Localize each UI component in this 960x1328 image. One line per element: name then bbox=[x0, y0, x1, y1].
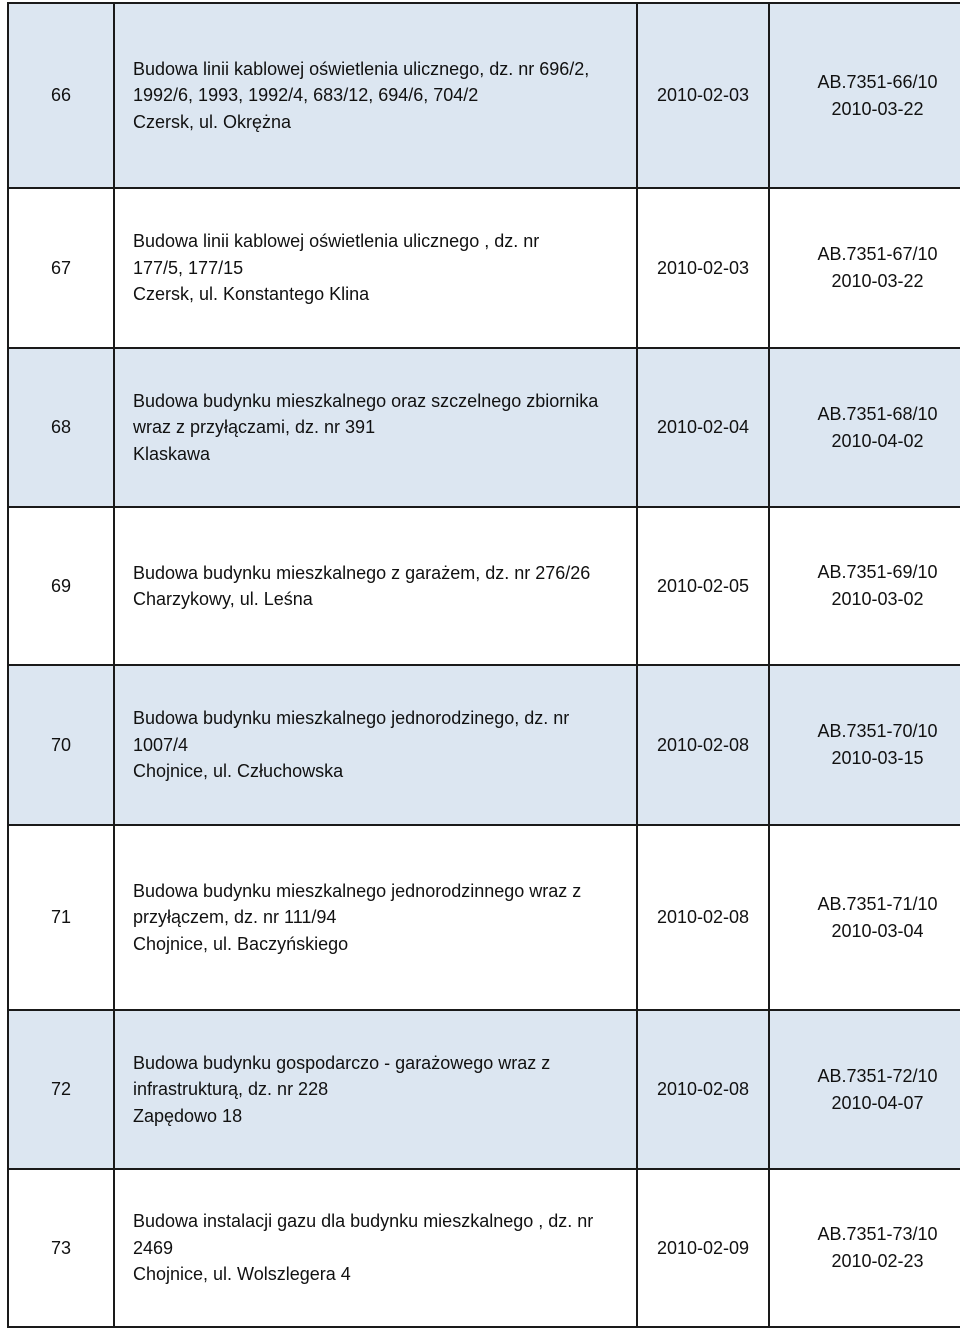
description-cell bbox=[114, 507, 637, 665]
description-line: Budowa budynku mieszkalnego jednorodzinego, dz. nr bbox=[133, 708, 570, 729]
description-cell bbox=[114, 825, 637, 1010]
description-line: 177/5, 177/15 bbox=[133, 257, 244, 278]
row-number: 73 bbox=[8, 1169, 114, 1327]
description-cell bbox=[114, 1169, 637, 1327]
description-line: Chojnice, ul. Wolszlegera 4 bbox=[133, 1264, 351, 1285]
description-cell bbox=[114, 665, 637, 825]
decision-reference: AB.7351-67/10 bbox=[817, 244, 938, 264]
description-line: Budowa budynku mieszkalnego jednorodzinnego wraz z bbox=[133, 880, 582, 901]
permits-table bbox=[7, 2, 960, 1328]
decision-cell bbox=[769, 3, 960, 188]
decision-reference: AB.7351-68/10 bbox=[817, 403, 938, 424]
description-line: Budowa linii kablowej oświetlenia ulicznego, dz. nr 696/2, bbox=[133, 58, 590, 79]
decision-reference: AB.7351-69/10 bbox=[817, 562, 938, 582]
decision-date: 2010-02-23 bbox=[831, 1251, 924, 1271]
description-line: przyłączem, dz. nr 111/94 bbox=[133, 907, 337, 928]
description-line: Czersk, ul. Konstantego Klina bbox=[133, 284, 370, 305]
decision-date: 2010-03-22 bbox=[831, 271, 924, 291]
row-number: 71 bbox=[8, 825, 114, 1010]
description-line: Zapędowo 18 bbox=[133, 1105, 243, 1126]
row-number: 68 bbox=[8, 348, 114, 507]
row-number: 69 bbox=[8, 507, 114, 665]
description-line: Czersk, ul. Okrężna bbox=[133, 111, 292, 132]
application-date: 2010-02-05 bbox=[637, 507, 769, 665]
row-number: 72 bbox=[8, 1010, 114, 1169]
decision-cell bbox=[769, 348, 960, 507]
decision-cell bbox=[769, 825, 960, 1010]
description-line: 1992/6, 1993, 1992/4, 683/12, 694/6, 704/2 bbox=[133, 85, 479, 106]
table-row bbox=[8, 825, 960, 1010]
decision-date: 2010-03-22 bbox=[831, 98, 924, 119]
application-date: 2010-02-08 bbox=[637, 1010, 769, 1169]
description-line: Chojnice, ul. Baczyńskiego bbox=[133, 933, 349, 954]
decision-reference: AB.7351-66/10 bbox=[817, 71, 938, 92]
decision-date: 2010-03-15 bbox=[831, 748, 924, 768]
application-date: 2010-02-04 bbox=[637, 348, 769, 507]
description-line: 2469 bbox=[133, 1237, 174, 1258]
row-number: 66 bbox=[8, 3, 114, 188]
description-cell bbox=[114, 3, 637, 188]
decision-cell bbox=[769, 188, 960, 348]
application-date: 2010-02-03 bbox=[637, 3, 769, 188]
table-row bbox=[8, 507, 960, 665]
description-line: Budowa budynku mieszkalnego z garażem, dz. nr 276/26 bbox=[133, 562, 591, 583]
decision-cell bbox=[769, 665, 960, 825]
decision-cell bbox=[769, 1010, 960, 1169]
description-line: Budowa budynku gospodarczo - garażowego wraz z bbox=[133, 1052, 551, 1073]
decision-cell bbox=[769, 1169, 960, 1327]
description-line: Charzykowy, ul. Leśna bbox=[133, 589, 313, 609]
description-line: Budowa budynku mieszkalnego oraz szczelnego zbiornika bbox=[133, 390, 599, 411]
description-line: infrastrukturą, dz. nr 228 bbox=[133, 1079, 329, 1100]
application-date: 2010-02-08 bbox=[637, 665, 769, 825]
table-row bbox=[8, 1169, 960, 1327]
table-row bbox=[8, 3, 960, 188]
table-row bbox=[8, 188, 960, 348]
decision-date: 2010-04-02 bbox=[831, 430, 924, 451]
decision-cell bbox=[769, 507, 960, 665]
description-cell bbox=[114, 1010, 637, 1169]
description-line: 1007/4 bbox=[133, 734, 189, 755]
decision-reference: AB.7351-70/10 bbox=[817, 721, 938, 741]
decision-date: 2010-03-02 bbox=[831, 589, 924, 609]
table-row bbox=[8, 348, 960, 507]
application-date: 2010-02-03 bbox=[637, 188, 769, 348]
description-cell bbox=[114, 348, 637, 507]
description-line: wraz z przyłączami, dz. nr 391 bbox=[133, 417, 376, 438]
decision-reference: AB.7351-73/10 bbox=[817, 1224, 938, 1244]
description-line: Budowa linii kablowej oświetlenia ulicznego , dz. nr bbox=[133, 231, 540, 252]
application-date: 2010-02-09 bbox=[637, 1169, 769, 1327]
description-line: Klaskawa bbox=[133, 443, 211, 464]
row-number: 67 bbox=[8, 188, 114, 348]
decision-reference: AB.7351-71/10 bbox=[817, 893, 938, 914]
description-line: Chojnice, ul. Człuchowska bbox=[133, 761, 344, 782]
decision-date: 2010-03-04 bbox=[831, 920, 924, 941]
row-number: 70 bbox=[8, 665, 114, 825]
decision-reference: AB.7351-72/10 bbox=[817, 1065, 938, 1086]
table-row bbox=[8, 665, 960, 825]
application-date: 2010-02-08 bbox=[637, 825, 769, 1010]
decision-date: 2010-04-07 bbox=[831, 1092, 924, 1113]
table-row bbox=[8, 1010, 960, 1169]
description-cell bbox=[114, 188, 637, 348]
description-line: Budowa instalacji gazu dla budynku mieszkalnego , dz. nr bbox=[133, 1211, 594, 1232]
